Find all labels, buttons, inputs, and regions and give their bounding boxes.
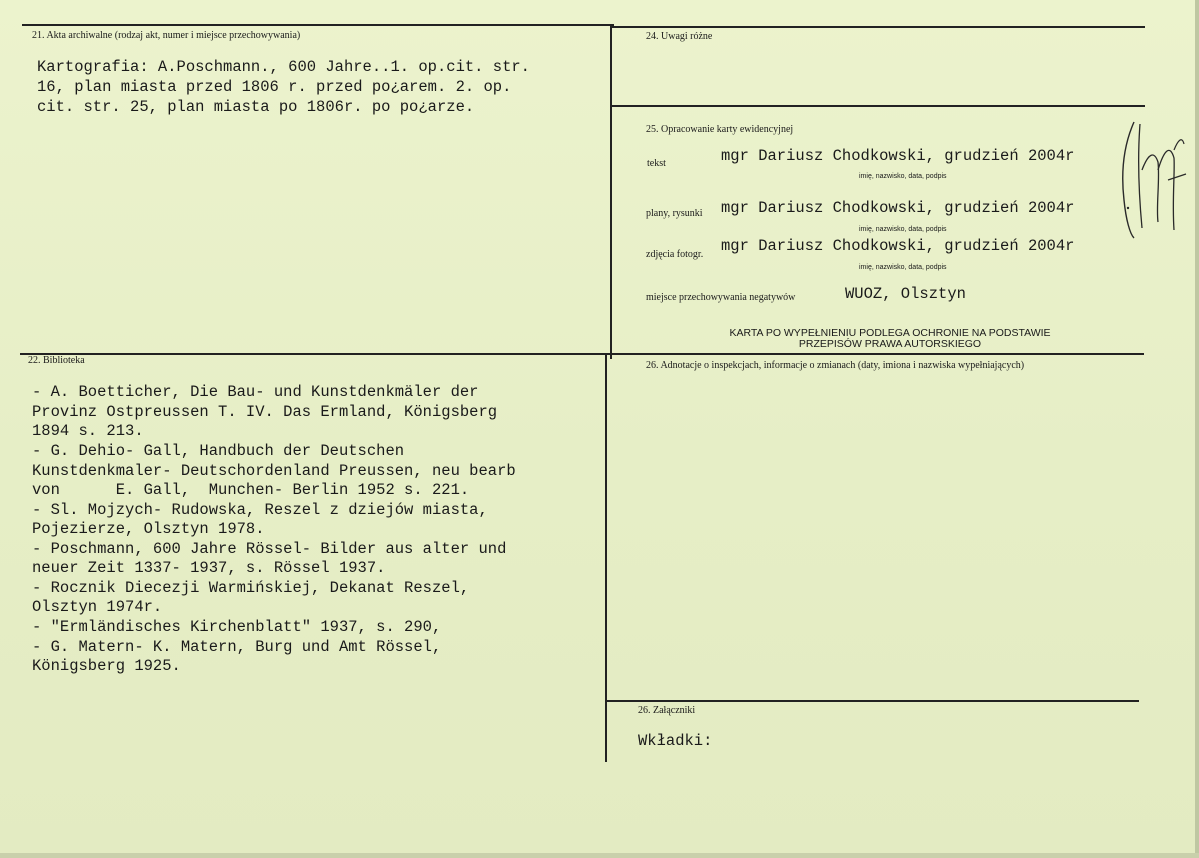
bibliography-line-14: - G. Matern- K. Matern, Burg und Amt Rössel,	[32, 638, 442, 656]
bibliography-line-10: neuer Zeit 1337- 1937, s. Rössel 1937.	[32, 559, 386, 577]
right-mid-rule	[612, 105, 1145, 107]
bibliography-line-11: - Rocznik Diecezji Warmińskiej, Dekanat Reszel,	[32, 579, 470, 597]
row-zdjecia-label: zdjęcia fotogr.	[646, 249, 704, 260]
center-divider	[610, 24, 612, 359]
section26-annotations-header: 26. Adnotacje o inspekcjach, informacje o zmianach (daty, imiona i nazwiska wypełniających)	[646, 360, 1025, 371]
row-zdjecia-sub: imię, nazwisko, data, podpis	[859, 264, 947, 271]
negatives-label: miejsce przechowywania negatywów	[646, 292, 796, 303]
row-plany-value: mgr Dariusz Chodkowski, grudzień 2004r	[721, 199, 1075, 217]
bibliography-line-1: - A. Boetticher, Die Bau- und Kunstdenkmäler der	[32, 383, 479, 401]
row-tekst-value: mgr Dariusz Chodkowski, grudzień 2004r	[721, 147, 1075, 165]
section24-header: 24. Uwagi różne	[646, 31, 713, 42]
copyright-notice-line-2: PRZEPISÓW PRAWA AUTORSKIEGO	[798, 338, 982, 350]
bibliography-line-6: von E. Gall, Munchen- Berlin 1952 s. 221.	[32, 481, 470, 499]
section21-line-3: cit. str. 25, plan miasta po 1806r. po po¿arze.	[37, 98, 475, 116]
bibliography-line-7: - Sl. Mojzych- Rudowska, Reszel z dziejów miasta,	[32, 501, 488, 519]
row-tekst-sub: imię, nazwisko, data, podpis	[859, 173, 947, 180]
section21-line-1: Kartografia: A.Poschmann., 600 Jahre..1. op.cit. str.	[37, 58, 530, 76]
bibliography-line-8: Pojezierze, Olsztyn 1978.	[32, 520, 265, 538]
bibliography-line-4: - G. Dehio- Gall, Handbuch der Deutschen	[32, 442, 405, 460]
bibliography-line-3: 1894 s. 213.	[32, 422, 144, 440]
section25-header: 25. Opracowanie karty ewidencyjnej	[646, 124, 794, 135]
copyright-notice-line-1: KARTA PO WYPEŁNIENIU PODLEGA OCHRONIE NA PODSTAWIE	[729, 327, 1051, 339]
bibliography-line-9: - Poschmann, 600 Jahre Rössel- Bilder aus alter und	[32, 540, 507, 558]
handwritten-signature	[1112, 110, 1192, 245]
row-zdjecia-value: mgr Dariusz Chodkowski, grudzień 2004r	[721, 237, 1075, 255]
section21-line-2: 16, plan miasta przed 1806 r. przed po¿arem. 2. op.	[37, 78, 512, 96]
top-rule-right	[612, 26, 1145, 28]
bibliography-line-2: Provinz Ostpreussen T. IV. Das Ermland, Königsberg	[32, 403, 498, 421]
section26-attachments-header: 26. Załączniki	[638, 705, 696, 716]
row-plany-label: plany, rysunki	[646, 208, 703, 219]
negatives-value: WUOZ, Olsztyn	[845, 285, 966, 303]
scan-bottom-edge	[0, 853, 1199, 858]
section21-header: 21. Akta archiwalne (rodzaj akt, numer i miejsce przechowywania)	[32, 30, 301, 41]
bibliography-line-13: - "Ermländisches Kirchenblatt" 1937, s. 290,	[32, 618, 442, 636]
attachments-value: Wkładki:	[638, 732, 713, 750]
bibliography-line-5: Kunstdenkmaler- Deutschordenland Preussen, neu bearb	[32, 462, 516, 480]
bibliography-line-12: Olsztyn 1974r.	[32, 598, 163, 616]
section22-header: 22. Biblioteka	[28, 355, 85, 366]
row-tekst-label: tekst	[647, 158, 666, 169]
top-rule-left	[22, 24, 614, 26]
middle-rule	[20, 353, 1144, 355]
scan-right-edge	[1195, 0, 1199, 858]
copyright-notice	[700, 328, 1080, 350]
row-plany-sub: imię, nazwisko, data, podpis	[859, 226, 947, 233]
bibliography-line-15: Königsberg 1925.	[32, 657, 181, 675]
lower-right-rule	[606, 700, 1139, 702]
